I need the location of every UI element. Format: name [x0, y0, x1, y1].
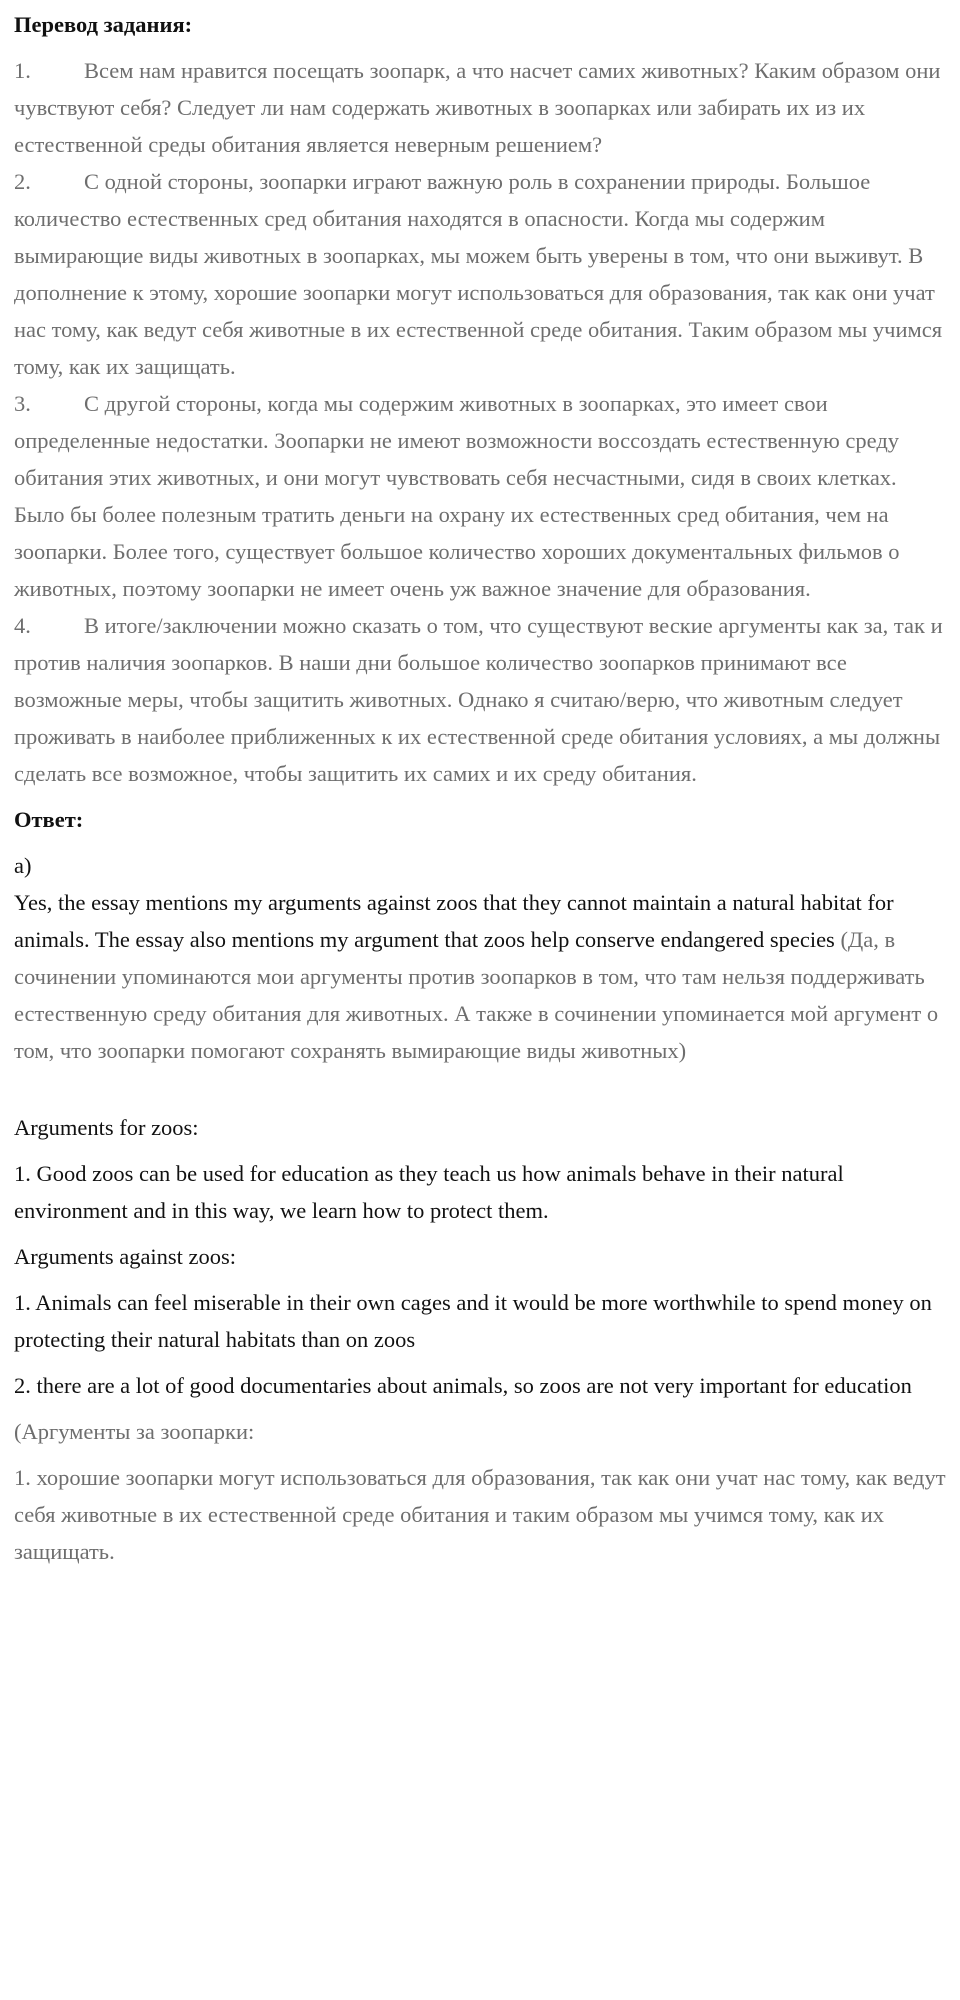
answer-paragraph	[14, 884, 949, 1069]
translation-item-4	[14, 607, 949, 792]
item-text: Всем нам нравится посещать зоопарк, а что насчет самих животных? Каким образом они чувствуют себя? Следует ли нам содержать животных в зоопарках или забирать их из их естественной среды обитания является неверным решением?	[14, 58, 941, 157]
item-number: 4.	[14, 613, 31, 638]
item-number: 2.	[14, 169, 31, 194]
argument-for-1: 1. Good zoos can be used for education as they teach us how animals behave in their natural environment and in this way, we learn how to protect them.	[14, 1161, 844, 1223]
item-text: В итоге/заключении можно сказать о том, что существуют веские аргументы как за, так и против наличия зоопарков. В наши дни большое количество зоопарков принимают все возможные меры, чтобы защитить животных. Однако я считаю/верю, что животным следует проживать в наиболее приближенных к их естественной среде обитания условиях, а мы должны сделать все возможное, чтобы защитить их самих и их среду обитания.	[14, 613, 943, 786]
document-page	[14, 0, 949, 1570]
item-number: 1.	[14, 58, 31, 83]
translation-item-2	[14, 163, 949, 385]
translation-item-1	[14, 52, 949, 163]
arguments-against-heading: Arguments against zoos:	[14, 1244, 237, 1269]
russian-arguments-for-heading: (Аргументы за зоопарки:	[14, 1419, 255, 1444]
answer-english-text: Yes, the essay mentions my arguments against zoos that they cannot maintain a natural habitat for animals. The essay also mentions my argument that zoos help conserve endangered species	[14, 890, 894, 952]
argument-against-1: 1. Animals can feel miserable in their own cages and it would be more worthwhile to spend money on protecting their natural habitats than on zoos	[14, 1290, 932, 1352]
translation-heading: Перевод задания:	[14, 12, 193, 37]
answer-label: а)	[14, 853, 32, 878]
item-text: С одной стороны, зоопарки играют важную роль в сохранении природы. Большое количество естественных сред обитания находятся в опасности. Когда мы содержим вымирающие виды животных в зоопарках, мы можем быть уверены в том, что они выживут. В дополнение к этому, хорошие зоопарки могут использоваться для образования, так как они учат нас тому, как ведут себя животные в их естественной среде обитания. Таким образом мы учимся тому, как их защищать.	[14, 169, 943, 379]
item-number: 3.	[14, 391, 31, 416]
item-text: С другой стороны, когда мы содержим животных в зоопарках, это имеет свои определенные недостатки. Зоопарки не имеют возможности воссоздать естественную среду обитания этих животных, и они могут чувствовать себя несчастными, сидя в своих клетках. Было бы более полезным тратить деньги на охрану их естественных сред обитания, чем на зоопарки. Более того, существует большое количество хороших документальных фильмов о животных, поэтому зоопарки не имеет очень уж важное значение для образования.	[14, 391, 900, 601]
answer-heading: Ответ:	[14, 807, 84, 832]
answer-russian-text: (Да, в сочинении упоминаются мои аргументы против зоопарков в том, что там нельзя поддерживать естественную среду обитания для животных. А также в сочинении упоминается мой аргумент о том, что зоопарки помогают сохранять вымирающие виды животных)	[14, 927, 939, 1063]
arguments-for-heading: Arguments for zoos:	[14, 1115, 199, 1140]
russian-argument-for-1: 1. хорошие зоопарки могут использоваться для образования, так как они учат нас тому, как ведут себя животные в их естественной среде обитания и таким образом мы учимся тому, как их защищать.	[14, 1465, 946, 1564]
argument-against-2: 2. there are a lot of good documentaries about animals, so zoos are not very important for education	[14, 1373, 912, 1398]
translation-item-3	[14, 385, 949, 607]
